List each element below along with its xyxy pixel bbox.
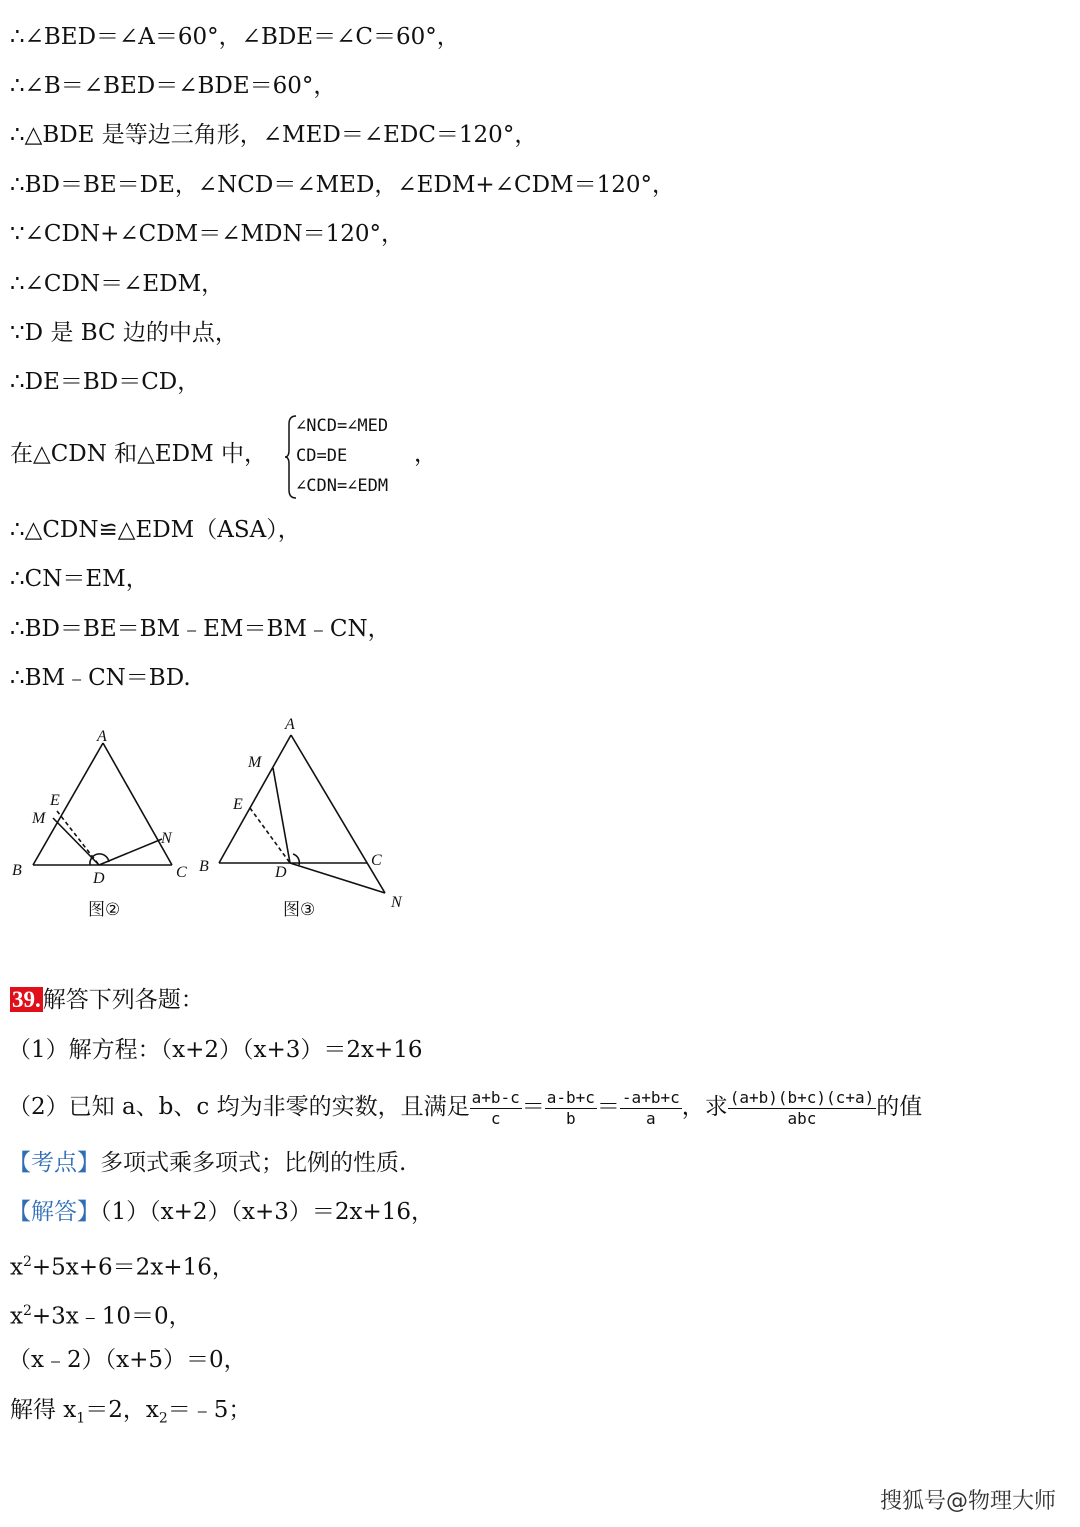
fraction-4-num: (a+b)(b+c)(c+a) xyxy=(729,1087,875,1107)
condition-1: ∠NCD=∠MED xyxy=(296,416,389,436)
fig3-caption: 图③ xyxy=(283,900,316,920)
fraction-1-den: c xyxy=(490,1108,501,1128)
jieda-line xyxy=(8,1197,434,1227)
solution-line-2 xyxy=(10,1296,192,1332)
jieda-tag: 【解答】 xyxy=(8,1199,100,1225)
problem-title: 解答下列各题： xyxy=(42,987,204,1013)
conclusion-line-4: ∴BM﹣CN＝BD. xyxy=(10,665,191,691)
condition-3: ∠CDN=∠EDM xyxy=(296,476,389,496)
problem-part-1: （1）解方程：（x+2）（x+3）＝2x+16 xyxy=(8,1037,423,1063)
fig2-label-b: B xyxy=(12,862,22,879)
congruence-intro: 在△CDN 和△EDM 中， xyxy=(10,441,267,467)
fig3-label-n: N xyxy=(391,894,402,911)
problem-number-badge: 39. xyxy=(12,987,41,1012)
kaodian-text: 多项式乘多项式；比例的性质. xyxy=(100,1150,407,1176)
proof-line-5: ∵∠CDN+∠CDM＝∠MDN＝120°， xyxy=(10,221,404,247)
fraction-4 xyxy=(728,1088,877,1129)
condition-2: CD=DE xyxy=(296,446,348,466)
s4-sub-2: 2 xyxy=(158,1410,168,1427)
jieda-text: （1）（x+2）（x+3）＝2x+16， xyxy=(100,1199,435,1225)
equals-1: ＝ xyxy=(521,1094,545,1120)
fig3-label-m: M xyxy=(248,754,262,771)
fig3-label-c: C xyxy=(371,852,382,869)
proof-line-2: ∴∠B＝∠BED＝∠BDE＝60°， xyxy=(10,73,337,99)
fig2-label-m: M xyxy=(32,810,46,827)
solution-line-3: （x﹣2）（x+5）＝0， xyxy=(8,1347,247,1373)
conclusion-line-3: ∴BD＝BE＝BM﹣EM＝BM﹣CN， xyxy=(10,616,391,642)
fraction-3 xyxy=(620,1088,682,1129)
s1-var: x xyxy=(10,1254,23,1281)
fig2-label-c: C xyxy=(176,864,187,881)
fig2-label-e: E xyxy=(50,792,60,809)
s4-part-c: ＝﹣5； xyxy=(167,1397,252,1423)
fig2-caption: 图② xyxy=(88,900,121,920)
part2-prefix: （2）已知 a、b、c 均为非零的实数，且满足 xyxy=(8,1094,470,1120)
problem-39-heading xyxy=(10,985,204,1015)
proof-line-6: ∴∠CDN＝∠EDM， xyxy=(10,271,225,297)
kaodian-line xyxy=(8,1148,406,1178)
fig3-label-d: D xyxy=(275,864,287,881)
congruence-trail: ， xyxy=(414,441,437,467)
fig3-label-e: E xyxy=(233,796,243,813)
proof-line-4: ∴BD＝BE＝DE，∠NCD＝∠MED，∠EDM+∠CDM＝120°， xyxy=(10,172,675,198)
solution-line-4 xyxy=(10,1395,251,1434)
problem-part-2 xyxy=(8,1086,922,1129)
solution-line-1 xyxy=(10,1247,235,1283)
fraction-2-den: b xyxy=(566,1108,576,1128)
s1-exponent: 2 xyxy=(22,1254,32,1270)
conclusion-line-1: ∴△CDN≌△EDM（ASA）， xyxy=(10,517,301,543)
proof-line-7: ∵D 是 BC 边的中点， xyxy=(10,320,238,346)
proof-line-3: ∴△BDE 是等边三角形，∠MED＝∠EDC＝120°， xyxy=(10,122,538,148)
fraction-2-num: a-b+c xyxy=(546,1087,595,1107)
part2-mid: ，求 xyxy=(681,1094,728,1120)
fraction-1 xyxy=(470,1088,522,1129)
s4-part-a: 解得 x xyxy=(10,1397,77,1423)
s2-var: x xyxy=(10,1303,23,1330)
fig2-label-a: A xyxy=(97,728,107,745)
part2-suffix: 的值 xyxy=(876,1094,923,1120)
figure-3 xyxy=(195,705,415,930)
fraction-3-den: a xyxy=(646,1108,656,1128)
fraction-2 xyxy=(545,1088,597,1129)
fig2-label-d: D xyxy=(93,870,105,887)
fraction-4-den: abc xyxy=(787,1108,817,1128)
fig2-label-n: N xyxy=(161,830,172,847)
fraction-1-num: a+b-c xyxy=(471,1087,520,1107)
watermark: 搜狐号@物理大师 xyxy=(879,1489,1056,1514)
proof-line-8: ∴DE＝BD＝CD， xyxy=(10,369,201,395)
s4-part-b: ＝2，x xyxy=(85,1397,159,1423)
fraction-3-num: -a+b+c xyxy=(621,1087,680,1107)
s2-rest: +3x﹣10＝0， xyxy=(31,1303,192,1330)
equals-2: ＝ xyxy=(596,1094,620,1120)
fig3-label-b: B xyxy=(199,858,209,875)
conclusion-line-2: ∴CN＝EM， xyxy=(10,566,149,592)
fig3-label-a: A xyxy=(285,716,295,733)
proof-line-1: ∴∠BED＝∠A＝60°，∠BDE＝∠C＝60°， xyxy=(10,24,460,50)
s2-exponent: 2 xyxy=(22,1303,32,1319)
figure-2 xyxy=(0,715,200,930)
s4-sub-1: 1 xyxy=(76,1410,86,1427)
s1-rest: +5x+6＝2x+16， xyxy=(31,1254,235,1281)
kaodian-tag: 【考点】 xyxy=(8,1150,100,1176)
